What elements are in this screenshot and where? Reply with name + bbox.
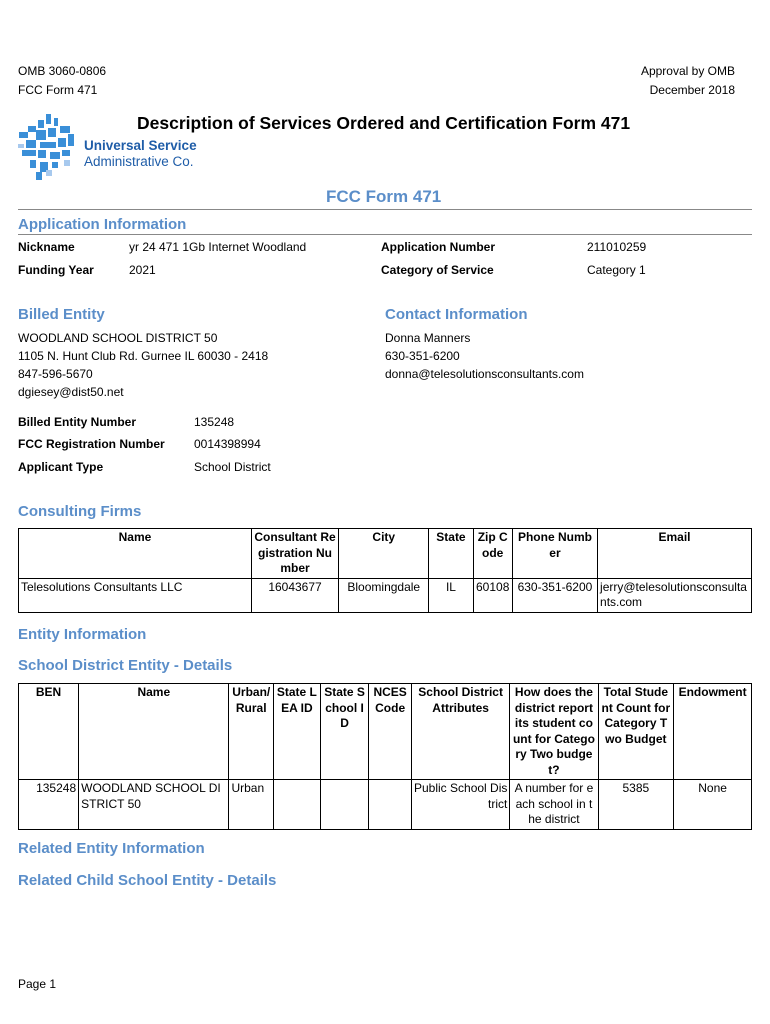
column-header: Name xyxy=(79,684,229,780)
category-value: Category 1 xyxy=(587,263,646,277)
page-number: Page 1 xyxy=(18,977,57,991)
application-number-label: Application Number xyxy=(381,240,496,254)
school-district-details-heading: School District Entity - Details xyxy=(18,657,233,674)
divider xyxy=(18,209,752,210)
column-header: State xyxy=(429,529,473,579)
column-header: School District Attributes xyxy=(411,684,509,780)
table-header-row xyxy=(19,684,752,780)
form-number: FCC Form 471 xyxy=(18,83,98,97)
related-entity-heading: Related Entity Information xyxy=(18,840,205,857)
approval-text: Approval by OMB xyxy=(640,64,735,78)
column-header: Name xyxy=(19,529,252,579)
consultant-name-cell: Telesolutions Consultants LLC xyxy=(19,578,252,612)
entity-info-heading: Entity Information xyxy=(18,626,147,643)
column-header: State LEA ID xyxy=(274,684,321,780)
entity-ben-cell: 135248 xyxy=(19,780,79,830)
application-info-heading: Application Information xyxy=(18,216,187,233)
application-number-value: 211010259 xyxy=(587,240,647,254)
column-header: Total Student Count for Category Two Budget xyxy=(598,684,674,780)
omb-number: OMB 3060-0806 xyxy=(18,64,107,78)
column-header: NCES Code xyxy=(369,684,412,780)
ben-value: 135248 xyxy=(194,415,235,429)
consultant-crn-cell: 16043677 xyxy=(251,578,338,612)
table-header-row xyxy=(19,529,752,579)
approval-date: December 2018 xyxy=(649,83,735,97)
related-child-heading: Related Child School Entity - Details xyxy=(18,872,277,889)
funding-year-value: 2021 xyxy=(129,263,156,277)
table-row xyxy=(19,780,752,830)
column-header: How does the district report its student count for Category Two budget? xyxy=(510,684,598,780)
consulting-firms-table xyxy=(18,528,752,613)
nickname-value: yr 24 471 1Gb Internet Woodland xyxy=(129,240,307,254)
contact-email: donna@telesolutionsconsultants.com xyxy=(385,367,584,381)
column-header: Endowment xyxy=(674,684,752,780)
entity-school-id-cell xyxy=(320,780,369,830)
frn-value: 0014398994 xyxy=(194,437,261,451)
contact-info-heading: Contact Information xyxy=(385,306,528,323)
page-title: Description of Services Ordered and Certification Form 471 xyxy=(137,113,631,133)
column-header: Consultant Registration Number xyxy=(251,529,338,579)
consultant-city-cell: Bloomingdale xyxy=(339,578,429,612)
entity-nces-cell xyxy=(369,780,412,830)
column-header: Zip Code xyxy=(473,529,512,579)
billed-entity-email: dgiesey@dist50.net xyxy=(18,385,124,399)
entity-lea-cell xyxy=(274,780,321,830)
entity-endowment-cell: None xyxy=(674,780,752,830)
form-name-heading: FCC Form 471 xyxy=(326,187,442,206)
billed-entity-heading: Billed Entity xyxy=(18,306,105,323)
entity-attributes-cell: Public School District xyxy=(411,780,509,830)
column-header: Phone Number xyxy=(512,529,597,579)
divider xyxy=(18,234,752,235)
column-header: BEN xyxy=(19,684,79,780)
column-header: City xyxy=(339,529,429,579)
usac-logo-icon xyxy=(16,112,78,182)
contact-name: Donna Manners xyxy=(385,331,471,345)
entity-urban-cell: Urban xyxy=(229,780,274,830)
column-header: State School ID xyxy=(320,684,369,780)
consultant-state-cell: IL xyxy=(429,578,473,612)
consulting-firms-heading: Consulting Firms xyxy=(18,503,142,520)
logo-line1: Universal Service xyxy=(84,138,197,153)
applicant-type-label: Applicant Type xyxy=(18,460,104,474)
billed-entity-name: WOODLAND SCHOOL DISTRICT 50 xyxy=(18,331,218,345)
entity-report-cell: A number for each school in the district xyxy=(510,780,598,830)
applicant-type-value: School District xyxy=(194,460,271,474)
frn-label: FCC Registration Number xyxy=(18,437,165,451)
column-header: Email xyxy=(598,529,752,579)
nickname-label: Nickname xyxy=(18,240,75,254)
funding-year-label: Funding Year xyxy=(18,263,94,277)
entity-name-cell: WOODLAND SCHOOL DISTRICT 50 xyxy=(79,780,229,830)
table-row xyxy=(19,578,752,612)
consultant-zip-cell: 60108 xyxy=(473,578,512,612)
billed-entity-phone: 847-596-5670 xyxy=(18,367,93,381)
consultant-phone-cell: 630-351-6200 xyxy=(512,578,597,612)
category-label: Category of Service xyxy=(381,263,494,277)
contact-phone: 630-351-6200 xyxy=(385,349,460,363)
billed-entity-address: 1105 N. Hunt Club Rd. Gurnee IL 60030 - 2418 xyxy=(18,349,269,363)
ben-label: Billed Entity Number xyxy=(18,415,137,429)
logo-line2: Administrative Co. xyxy=(84,154,194,169)
consultant-email-cell: jerry@telesolutionsconsultants.com xyxy=(598,578,752,612)
school-district-table xyxy=(18,683,752,830)
column-header: Urban/ Rural xyxy=(229,684,274,780)
entity-count-cell: 5385 xyxy=(598,780,674,830)
